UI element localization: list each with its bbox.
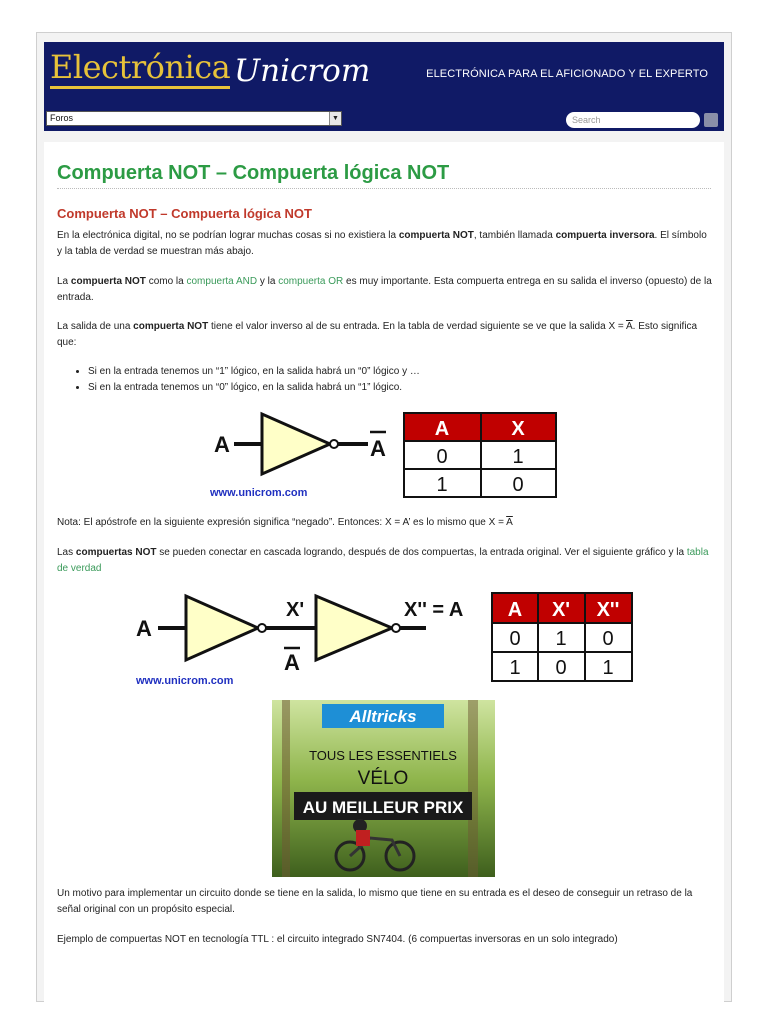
- table-cell: 1: [555, 628, 567, 650]
- ad-brand: Alltricks: [349, 707, 417, 726]
- table-header-cell: X: [511, 418, 525, 440]
- title-divider: [57, 188, 711, 189]
- inverter-bubble: [330, 440, 338, 448]
- table-cell: 0: [602, 628, 614, 650]
- page-title: Compuerta NOT – Compuerta lógica NOT: [57, 162, 450, 184]
- truth-table-1: [404, 413, 556, 497]
- gate1-input-label: A: [214, 432, 230, 457]
- table-cell: 1: [602, 657, 614, 679]
- mid-top-label: X': [286, 599, 305, 621]
- section-heading: Compuerta NOT – Compuerta lógica NOT: [57, 206, 312, 221]
- inverter-bubble: [392, 624, 400, 632]
- list-item: • Si en la entrada tenemos un “0” lógico, en la salida habrá un “1” lógico.: [88, 380, 420, 396]
- search-input[interactable]: Search: [566, 112, 700, 128]
- watermark: www.unicrom.com: [136, 675, 234, 687]
- table-header-cell: X': [551, 599, 571, 621]
- site-tagline: ELECTRÓNICA PARA EL AFICIONADO Y EL EXPERTO: [426, 68, 708, 80]
- table-cell: 1: [512, 446, 524, 468]
- not-gate-triangle: [262, 414, 330, 474]
- table-cell: 0: [509, 628, 521, 650]
- paragraph-delay: Un motivo para implementar un circuito donde se tiene en la salida, lo mismo que tiene en su entrada es el deseo de conseguir un retraso de la señal original con un propósito especial.: [57, 888, 693, 915]
- article-content: [44, 142, 724, 1002]
- paragraph-importance: La compuerta NOT como la compuerta AND y la compuerta OR es muy importante. Esta compuerta entrega en su salida el inverso (opuesto) de la entrada.: [57, 276, 712, 303]
- site-header: [44, 42, 724, 109]
- site-logo[interactable]: Electrónica: [50, 48, 231, 86]
- table-cell: 0: [436, 446, 448, 468]
- mid-bottom-label: A: [284, 650, 300, 675]
- forum-select[interactable]: [46, 111, 342, 126]
- ad-artwork: [272, 700, 495, 877]
- table-header-cell: A: [434, 418, 450, 440]
- tree-trunk: [468, 700, 478, 877]
- truth-table-2: [492, 593, 632, 681]
- chevron-down-icon[interactable]: ▼: [329, 112, 341, 125]
- paragraph-note: Nota: El apóstrofe en la siguiente expresión significa “negado”. Entonces: X = A’ es lo mismo que $X = \overline{A}$: [57, 517, 513, 528]
- link-tabla-de-verdad[interactable]: tabla de verdad: [57, 547, 709, 574]
- ad-banner[interactable]: [272, 700, 495, 877]
- ad-line-1: TOUS LES ESSENTIELS: [309, 748, 457, 763]
- link-compuerta-and[interactable]: compuerta AND: [186, 276, 258, 287]
- gate2-output-label: X'' = A: [404, 599, 464, 621]
- ad-line-3: AU MEILLEUR PRIX: [302, 798, 464, 817]
- cascade-not-diagram: [134, 590, 644, 690]
- table-cell: 1: [509, 657, 521, 679]
- paragraph-output: La salida de una compuerta NOT tiene el valor inverso al de su entrada. En la tabla de verdad siguiente se ve que la salida $X = \overline{A}$. Esto significa que:: [57, 321, 698, 348]
- nav-bar: [44, 109, 724, 131]
- logo-underline: [50, 86, 230, 89]
- table-header-cell: X'': [596, 599, 620, 621]
- table-cell: 0: [555, 657, 567, 679]
- link-compuerta-or[interactable]: compuerta OR: [278, 276, 344, 287]
- paragraph-ttl: Ejemplo de compuertas NOT en tecnología TTL : el circuito integrado SN7404. (6 compuertas inversoras en un solo integrado): [57, 934, 618, 945]
- not-gate-triangle: [316, 596, 392, 660]
- tree-trunk: [282, 700, 290, 877]
- not-gate-diagram: [204, 410, 564, 502]
- watermark: www.unicrom.com: [210, 487, 308, 499]
- table-cell: 1: [436, 474, 448, 496]
- forum-select-value: Foros: [50, 113, 74, 123]
- bullet-list: [74, 364, 420, 396]
- ad-line-2: VÉLO: [357, 768, 409, 789]
- table-header-cell: A: [507, 599, 523, 621]
- paragraph-intro: En la electrónica digital, no se podrían lograr muchas cosas si no existiera la compuerta NOT, también llamada compuerta inversora. El símbolo y la tabla de verdad se muestran más abajo.: [57, 230, 707, 257]
- not-gate-triangle: [186, 596, 258, 660]
- gate1-output-label: A: [370, 436, 386, 461]
- table-cell: 0: [512, 474, 524, 496]
- site-logo-sub[interactable]: Unicrom: [234, 53, 371, 89]
- gate2-input-label: A: [136, 616, 152, 641]
- inverter-bubble: [258, 624, 266, 632]
- paragraph-cascade: Las compuertas NOT se pueden conectar en cascada logrando, después de dos compuertas, la entrada original. Ver el siguiente gráfico y la tabla de verdad: [57, 547, 709, 574]
- search-button[interactable]: [704, 113, 718, 127]
- list-item: • Si en la entrada tenemos un “1” lógico, en la salida habrá un “0” lógico y …: [88, 364, 420, 380]
